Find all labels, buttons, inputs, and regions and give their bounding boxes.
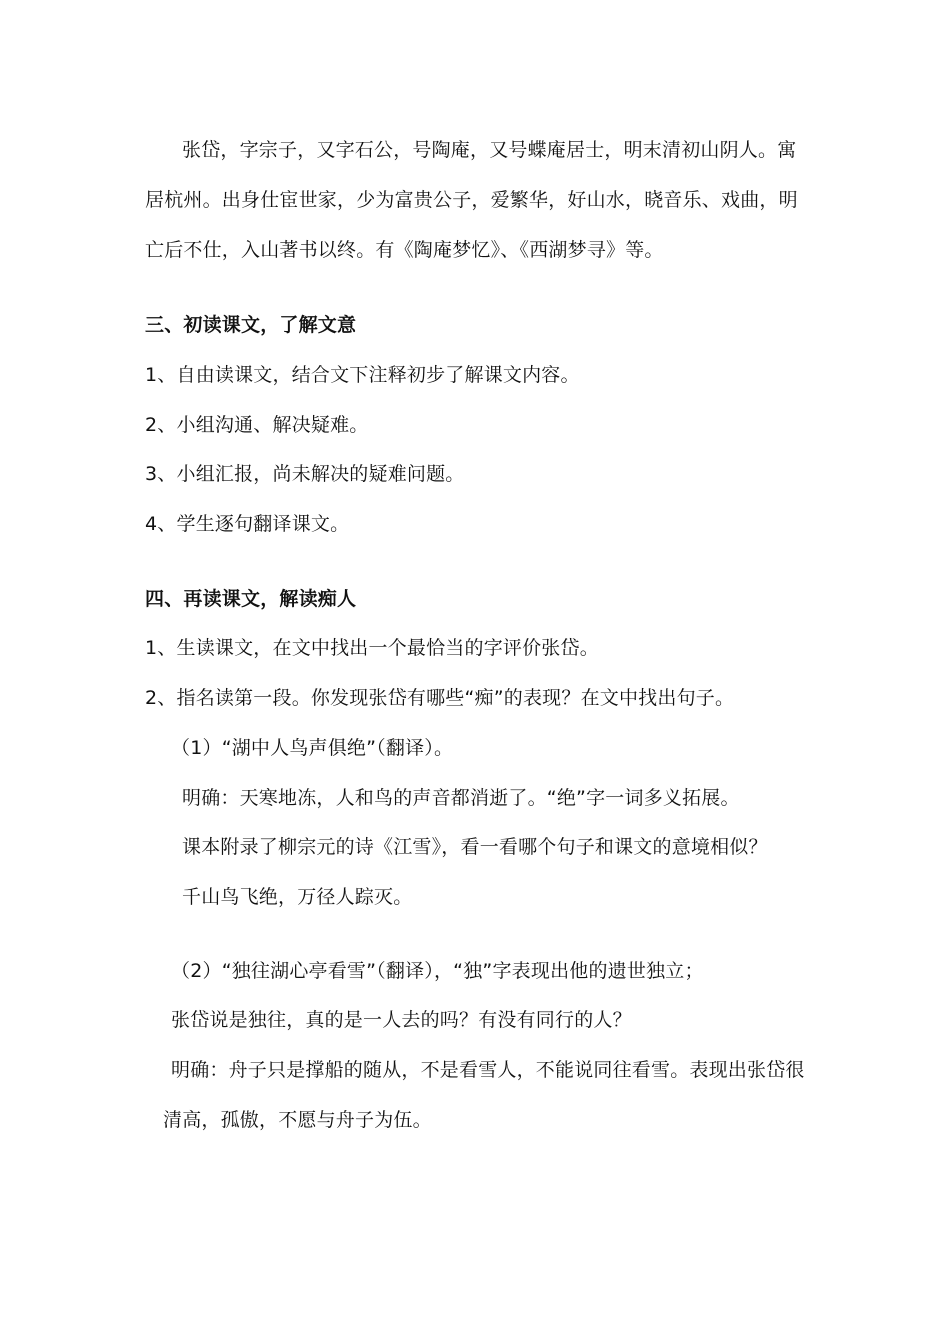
section-3-item-3: 3、小组汇报，尚未解决的疑难问题。 (145, 463, 465, 485)
sub-item-1-poem: 千山鸟飞绝，万径人踪灭。 (182, 886, 413, 908)
section-3-item-2: 2、小组沟通、解决疑难。 (145, 414, 369, 436)
sub-item-2-answer-line-1: 明确：舟子只是撑船的随从，不是看雪人，不能说同往看雪。表现出张岱很 (171, 1059, 805, 1081)
bio-line-2: 居杭州。出身仕宦世家，少为富贵公子，爱繁华，好山水，晓音乐、戏曲，明 (145, 189, 798, 211)
section-3-item-4: 4、学生逐句翻译课文。 (145, 513, 350, 535)
section-4-item-1: 1、生读课文，在文中找出一个最恰当的字评价张岱。 (145, 637, 599, 659)
sub-item-1-title: （1）“湖中人鸟声俱绝”（翻译）。 (171, 737, 454, 759)
section-4-heading: 四、再读课文，解读痴人 (145, 588, 357, 610)
section-3-item-1: 1、自由读课文，结合文下注释初步了解课文内容。 (145, 364, 580, 386)
sub-item-2-answer-line-2: 清高，孤傲，不愿与舟子为伍。 (163, 1109, 432, 1131)
sub-item-1-question: 课本附录了柳宗元的诗《江雪》，看一看哪个句子和课文的意境相似？ (182, 836, 768, 858)
sub-item-2-title: （2）“独往湖心亭看雪”（翻译），“独”字表现出他的遗世独立； (171, 960, 704, 982)
sub-item-2-question: 张岱说是独往，真的是一人去的吗？有没有同行的人？ (171, 1009, 632, 1031)
section-3-heading: 三、初读课文，了解文意 (145, 314, 357, 336)
bio-line-1: 张岱，字宗子，又字石公，号陶庵，又号蝶庵居士，明末清初山阴人。寓 (182, 139, 797, 161)
sub-item-1-answer: 明确：天寒地冻，人和鸟的声音都消逝了。“绝”字一词多义拓展。 (182, 787, 740, 809)
section-4-item-2: 2、指名读第一段。你发现张岱有哪些“痴”的表现？在文中找出句子。 (145, 687, 735, 709)
bio-line-3: 亡后不仕，入山著书以终。有《陶庵梦忆》、《西湖梦寻》等。 (145, 239, 664, 261)
